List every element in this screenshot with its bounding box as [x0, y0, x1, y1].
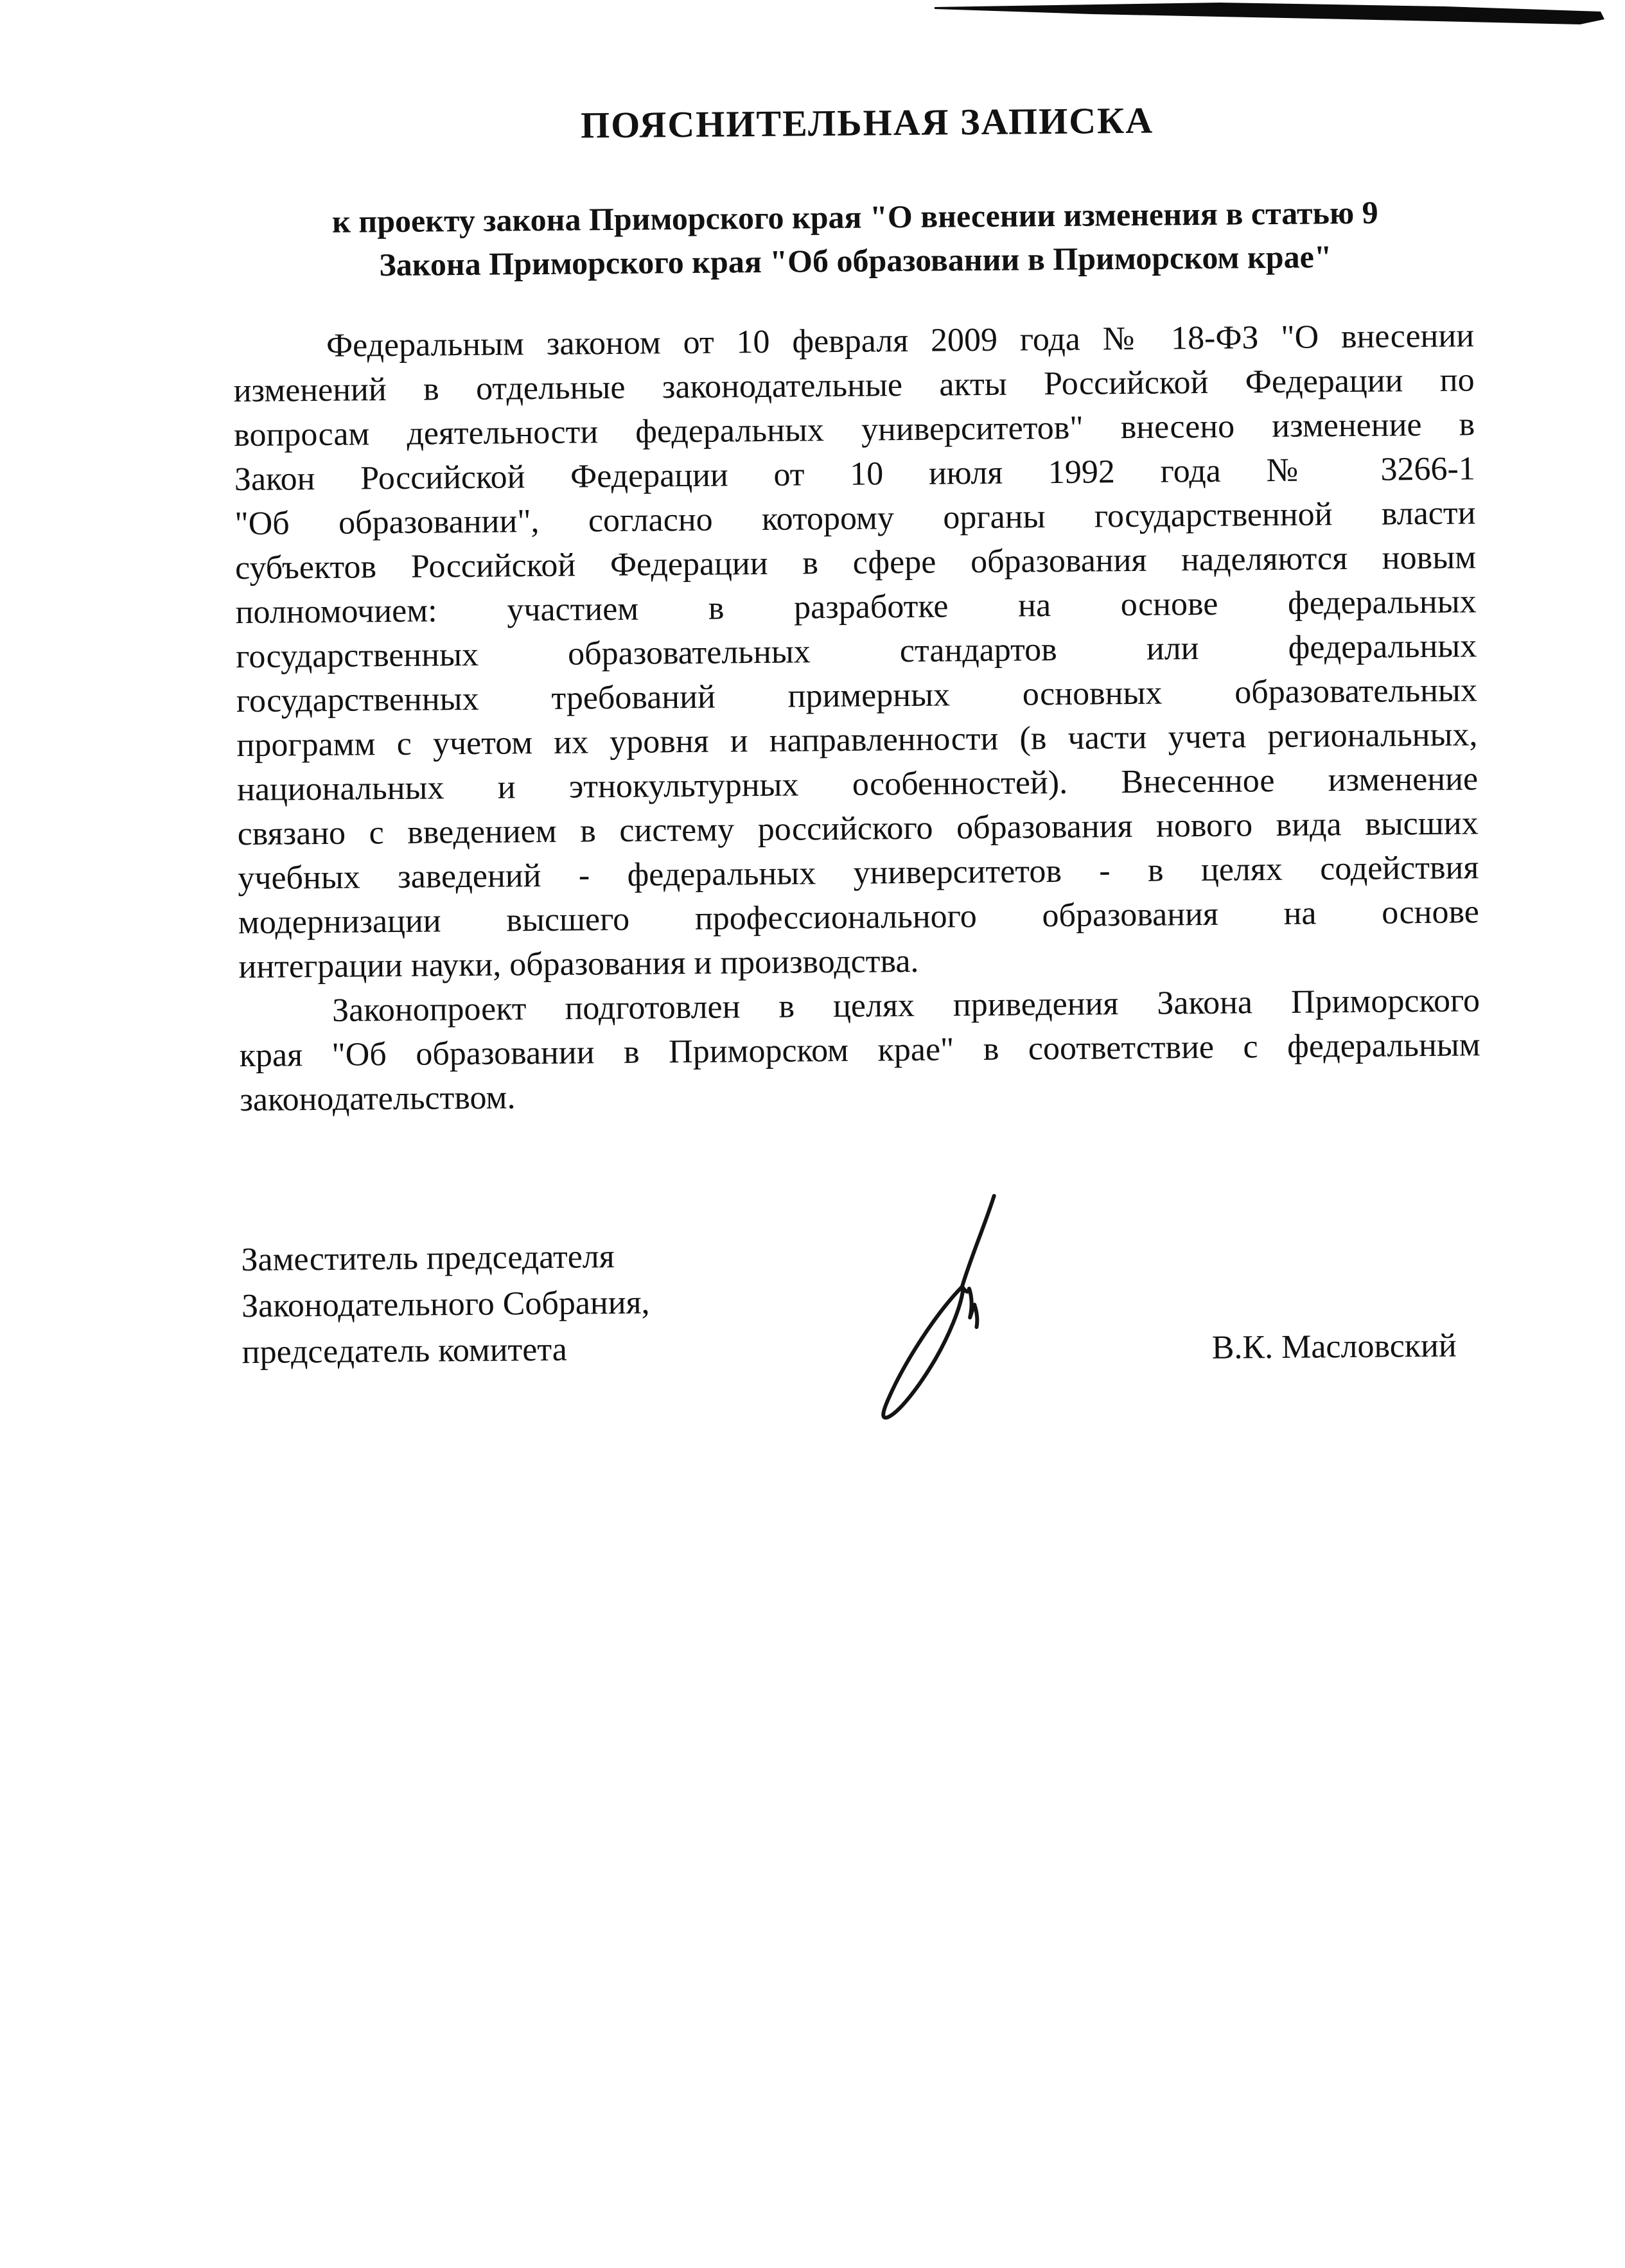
signer-role-line: председатель комитета — [242, 1331, 568, 1371]
body-line: связано с введением в систему российского образования нового вида высших — [237, 805, 1479, 853]
body-line: изменений в отдельные законодательные акты Российской Федерации по — [233, 362, 1475, 410]
body-line: Законопроект подготовлен в целях приведения Закона Приморского — [331, 982, 1480, 1029]
body-line: "Об образовании", согласно которому органы государственной власти — [234, 495, 1476, 543]
handwritten-signature — [872, 1186, 1066, 1445]
body-line: вопросам деятельности федеральных университетов" внесено изменение в — [234, 406, 1475, 454]
body-line: интеграции науки, образования и производства. — [238, 942, 919, 986]
body-line: Федеральным законом от 10 февраля 2009 года № 18-ФЗ "О внесении — [326, 317, 1475, 364]
body-line: государственных образовательных стандартов или федеральных — [236, 628, 1477, 676]
document-title: ПОЯСНИТЕЛЬНАЯ ЗАПИСКА — [580, 99, 1154, 146]
subtitle-line: Закона Приморского края "Об образовании в Приморском крае" — [379, 238, 1332, 283]
body-line: Закон Российской Федерации от 10 июля 1992 года № 3266-1 — [234, 450, 1476, 498]
body-line: субъектов Российской Федерации в сфере образования наделяются новым — [234, 539, 1477, 587]
body-line: национальных и этнокультурных особенностей). Внесенное изменение — [236, 760, 1479, 809]
body-line: модернизации высшего профессионального образования на основе — [238, 893, 1480, 942]
signer-name: В.К. Масловский — [1211, 1327, 1457, 1366]
signer-role-block — [241, 1232, 820, 1376]
body-line: учебных заведений - федеральных университетов - в целях содействия — [238, 849, 1479, 897]
document-subtitle — [232, 189, 1479, 288]
body-line: полномочием: участием в разработке на основе федеральных — [235, 583, 1477, 631]
document-body — [233, 313, 1481, 1122]
signer-role-line: Законодательного Собрания, — [241, 1284, 650, 1325]
body-line: программ с учетом их уровня и направленности (в части учета региональных, — [236, 716, 1478, 764]
body-line: края "Об образовании в Приморском крае" в соответствие с федеральным — [239, 1026, 1480, 1075]
subtitle-line: к проекту закона Приморского края "О внесении изменения в статью 9 — [331, 194, 1378, 240]
signer-role-line: Заместитель председателя — [241, 1238, 615, 1279]
body-line: законодательством. — [240, 1079, 516, 1119]
body-line: государственных требований примерных основных образовательных — [236, 672, 1478, 720]
